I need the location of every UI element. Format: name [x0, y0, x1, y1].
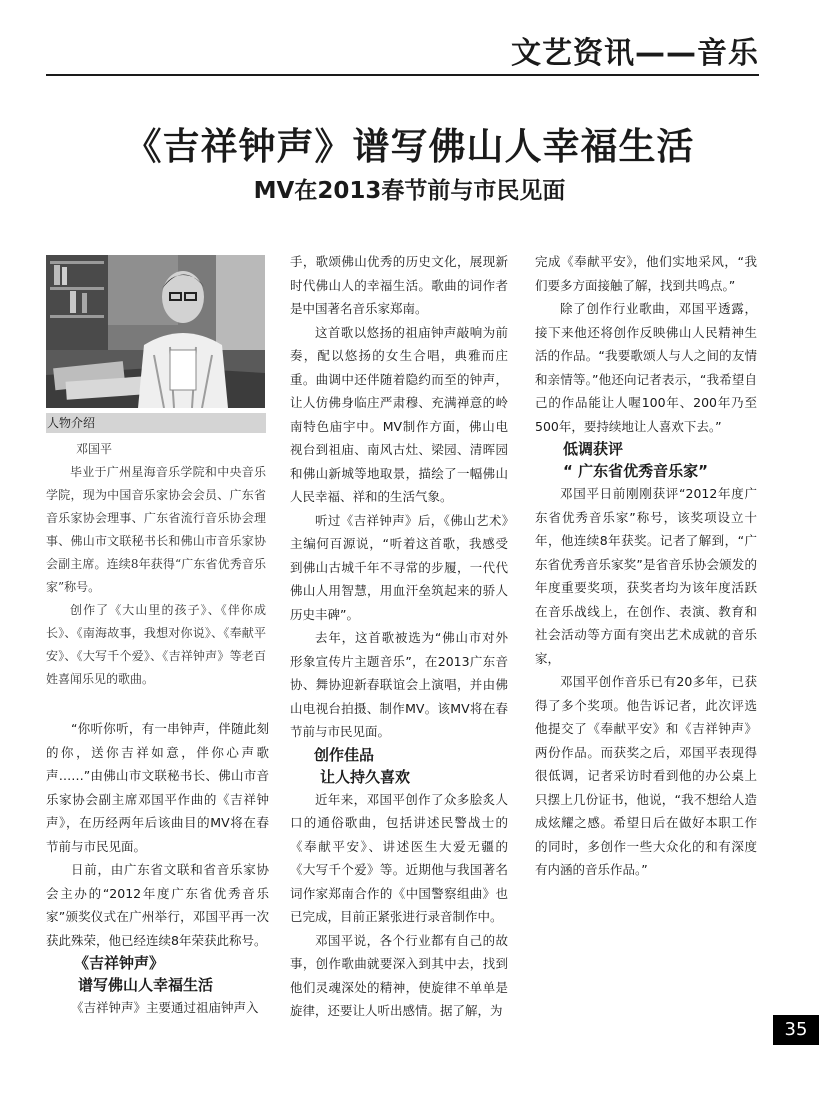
paragraph: 邓国平创作音乐已有20多年，已获得了多个奖项。他告诉记者，此次评选他提交了《奉献平安》和《吉祥钟声》两份作品。而获奖之后，邓国平表现得很低调，记者采访时看到他的办公桌上只摆上几份证书，他说，“我不想给人造成炫耀之感。希望日后在做好本职工作的同时，多创作一些大众化的和有深度有内涵的音乐作品。” — [535, 674, 757, 877]
column-right — [535, 250, 757, 882]
paragraph: 除了创作行业歌曲，邓国平透露，接下来他还将创作反映佛山人民精神生活的作品。“我要歌颂人与人之间的友情和亲情等。”他还向记者表示，“我希望自己的作品能让人喔100年、200年乃至500年，要持续地让人喜欢下去。” — [535, 301, 757, 434]
article-subtitle: MV在2013春节前与市民见面 — [253, 178, 566, 204]
column-left — [46, 717, 269, 1020]
section-heading: “ 广东省优秀音乐家” — [563, 462, 708, 480]
paragraph: 听过《吉祥钟声》后，《佛山艺术》主编何百源说，“听着这首歌，我感受到佛山古城千年不寻常的步履，一代代佛山人用智慧，用血汗垒筑起来的骄人历史丰碑”。 — [290, 512, 508, 622]
paragraph: 完成《奉献平安》，他们实地采风，“我们要多方面接触了解，找到共鸣点。” — [535, 254, 757, 293]
section-title: 文艺资讯——音乐 — [511, 36, 759, 71]
section-heading: 让人持久喜欢 — [320, 767, 411, 786]
profile-name: 邓国平 — [76, 442, 113, 456]
page-number: 35 — [773, 1015, 819, 1045]
paragraph: 《吉祥钟声》主要通过祖庙钟声入 — [71, 1000, 259, 1015]
profile-label: 人物介绍 — [46, 413, 266, 433]
section-heading: 谱写佛山人幸福生活 — [78, 976, 214, 994]
paragraph: 近年来，邓国平创作了众多脍炙人口的通俗歌曲，包括讲述民警战士的《奉献平安》、讲述医生大爱无疆的《大写千个爱》等。近期他与我国著名词作家郑南合作的《中国警察组曲》也已完成，目前正紧张进行录音制作中。 — [290, 791, 508, 924]
paragraph: “你听你听，有一串钟声，伴随此刻的你，送你吉祥如意，伴你心声歌声……”由佛山市文联秘书长、佛山市音乐家协会副主席邓国平作曲的《吉祥钟声》，在历经两年后该曲目的MV将在春节前与市民见面。 — [46, 721, 269, 854]
section-heading: 低调获评 — [563, 440, 624, 458]
profile-intro — [46, 438, 266, 691]
portrait-photo — [46, 255, 265, 408]
paragraph: 手，歌颂佛山优秀的历史文化，展现新时代佛山人的幸福生活。歌曲的词作者是中国著名音乐家郑南。 — [290, 254, 508, 316]
section-heading: 创作佳品 — [314, 745, 375, 764]
paragraph: 日前，由广东省文联和省音乐家协会主办的“2012年度广东省优秀音乐家”颁奖仪式在广州举行，邓国平再一次获此殊荣，他已经连续8年荣获此称号。 — [46, 862, 269, 948]
column-middle — [290, 250, 508, 1023]
paragraph: 邓国平说，各个行业都有自己的故事，创作歌曲就要深入到其中去，找到他们灵魂深处的精神，使旋律不单单是旋律，还要让人听出感情。据了解，为 — [290, 932, 508, 1018]
profile-works: 创作了《大山里的孩子》、《伴你成长》、《南海故事，我想对你说》、《奉献平安》、《大写千个爱》、《吉祥钟声》等老百姓喜闻乐见的歌曲。 — [46, 603, 266, 686]
paragraph: 邓国平日前刚刚获评“2012年度广东省优秀音乐家”称号，该奖项设立十年，他连续8年获奖。记者了解到，“广东省优秀音乐家奖”是省音乐协会颁发的年度重要奖项，获奖者均为该年度活跃在音乐战线上，在创作、表演、教育和社会活动等方面有突出艺术成就的音乐家， — [535, 486, 757, 666]
paragraph: 去年，这首歌被选为“佛山市对外形象宣传片主题音乐”，在2013广东音协、舞协迎新春联谊会上演唱，并由佛山电视台拍摄、制作MV。该MV将在春节前与市民见面。 — [290, 630, 508, 739]
section-header — [46, 30, 759, 76]
section-heading: 《吉祥钟声》 — [74, 954, 165, 972]
profile-bio: 毕业于广州星海音乐学院和中央音乐学院，现为中国音乐家协会会员、广东省音乐家协会理事、广东省流行音乐协会理事、佛山市文联秘书长和佛山市音乐家协会副主席。连续8年获得“广东省优秀音乐家”称号。 — [46, 465, 266, 594]
article-title: 《吉祥钟声》谱写佛山人幸福生活 — [124, 125, 695, 168]
paragraph: 这首歌以悠扬的祖庙钟声敲响为前奏，配以悠扬的女生合唱，典雅而庄重。曲调中还伴随着隐约而至的钟声，让人仿佛身临庄严肃穆、充满禅意的岭南特色庙宇中。MV制作方面，佛山电视台到祖庙、南风古灶、梁园、清晖园和佛山新城等地取景，描绘了一幅佛山人民幸福、祥和的生活气象。 — [290, 324, 508, 504]
